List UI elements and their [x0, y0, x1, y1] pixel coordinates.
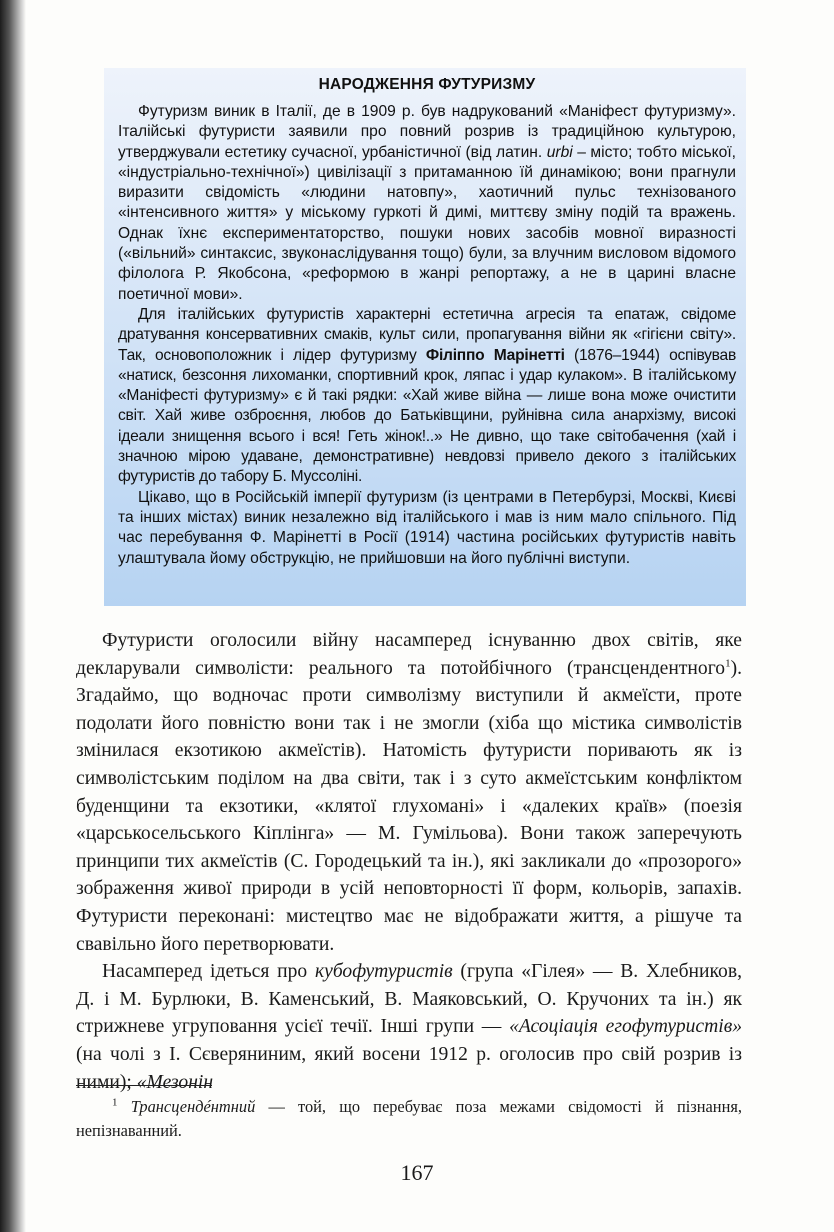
- group-name: «Мезонін: [136, 1071, 214, 1093]
- sidebar-paragraph: Для італійських футуристів характерні естетична агресія та епатаж, свідоме дратування консервативних смаків, культ сили, пропагування війни як «гігієни світу». Так, основоположник і лідер футуризму Філіппо Марінетті (1876–1944) оспівував «натиск, безсоння лихоманки, спортивний крок, ляпас і удар кулаком». В італійському «Маніфесті футуризму» є й такі рядки: «Хай живе війна — лише вона може очистити світ. Хай живе озброєння, любов до Батьківщини, руйнівна сила анархізму, високі ідеали знищення всього і вся! Геть жінок!..» Не дивно, що таке світобачення (хай і значною мірою удаване, демонстративне) невдовзі привело декого з італійських футуристів до табору Б. Муссоліні.: [118, 305, 736, 486]
- group-name: «Асоціація егофутуристів»: [509, 1016, 743, 1038]
- person-name: Філіппо Марінетті: [425, 346, 565, 364]
- book-spine-shadow: [0, 0, 26, 1232]
- main-text: [76, 627, 742, 1096]
- sidebar-paragraph: Футуризм виник в Італії, де в 1909 р. був надрукований «Маніфест футуризму». Італійські футуристи заявили про повний розрив із традиційною культурою, утверджували естетику сучасної, урбаністичної (від латин. urbi – місто; тобто міської, «індустріально-технічної») цивілізації з притаманною їй динамікою; вони прагнули виразити свідомість «людини натовпу», хаотичний пульс технізованого «інтенсивного життя» у міському гуркоті й димі, миттєву зміну подій та вражень. Однак їхнє експериментаторство, пошуки нових засобів мовної виразності («вільний» синтаксис, звуконаслідування тощо) були, за влучним висловом відомого філолога Р. Якобсона, «реформою в жанрі репортажу, а не в царині власне поетичної мови».: [118, 103, 736, 303]
- info-sidebar: [104, 68, 746, 606]
- body-paragraph: Футуристи оголосили війну насамперед існуванню двох світів, яке декларували символісти: реального та потойбічного (трансцендентного$^1$). Згадаймо, що водночас проти символізму виступили й акмеїсти, проте подолати його повністю вони так і не змогли (хіба що містика символістів змінилася екзотикою акмеїстів). Натомість футуристи поривають як із символістським поділом на два світи, так і з суто акмеїстським конфліктом буденщини та екзотики, «клятої глухомані» і «далеких країв» (поезія «царськосельського Кіплінга» — М. Гумільова). Вони також заперечують принципи тих акмеїстів (С. Городецький та ін.), які закликали до «прозорого» зображення живої природи в усій неповторності її форм, кольорів, запахів. Футуристи переконані: мистецтво має не відображати життя, а рішуче та свавільно його перетворювати.: [76, 630, 742, 955]
- sidebar-title: НАРОДЖЕННЯ ФУТУРИЗМУ: [318, 76, 536, 93]
- footnote-reference: 1: [725, 657, 731, 670]
- body-paragraph: Насамперед ідеться про кубофутуристів (група «Гілея» — В. Хлебников, Д. і М. Бурлюки, В. Каменський, В. Маяковський, О. Кручоних та ін.) як стрижневе угруповання усієї течії. Інші групи — «Асоціація егофутуристів» (на чолі з І. Сєверяниним, який восени 1912 р. оголосив про свій розрив із ними); «Мезонін: [76, 961, 743, 1093]
- footnote-mark: 1: [112, 1096, 118, 1109]
- latin-word: urbi: [546, 143, 573, 161]
- page-number: 167: [400, 1160, 434, 1185]
- footnote-term: Трансцендéнтний: [130, 1097, 256, 1116]
- sidebar-paragraph: Цікаво, що в Російській імперії футуризм (із центрами в Петербурзі, Москві, Києві та інших містах) виник незалежно від італійського і мав із ним мало спільного. Під час перебування Ф. Марінетті в Росії (1914) частина російських футуристів навіть улаштувала йому обструкцію, не прийшовши на його публічні виступи.: [118, 488, 736, 567]
- footnote-divider: [76, 1085, 212, 1086]
- footnote: $^1$ Трансцендéнтний — той, що перебуває поза межами свідомості й пізнання, непізнаванний.: [76, 1096, 742, 1140]
- group-name: кубофутуристів: [314, 961, 453, 983]
